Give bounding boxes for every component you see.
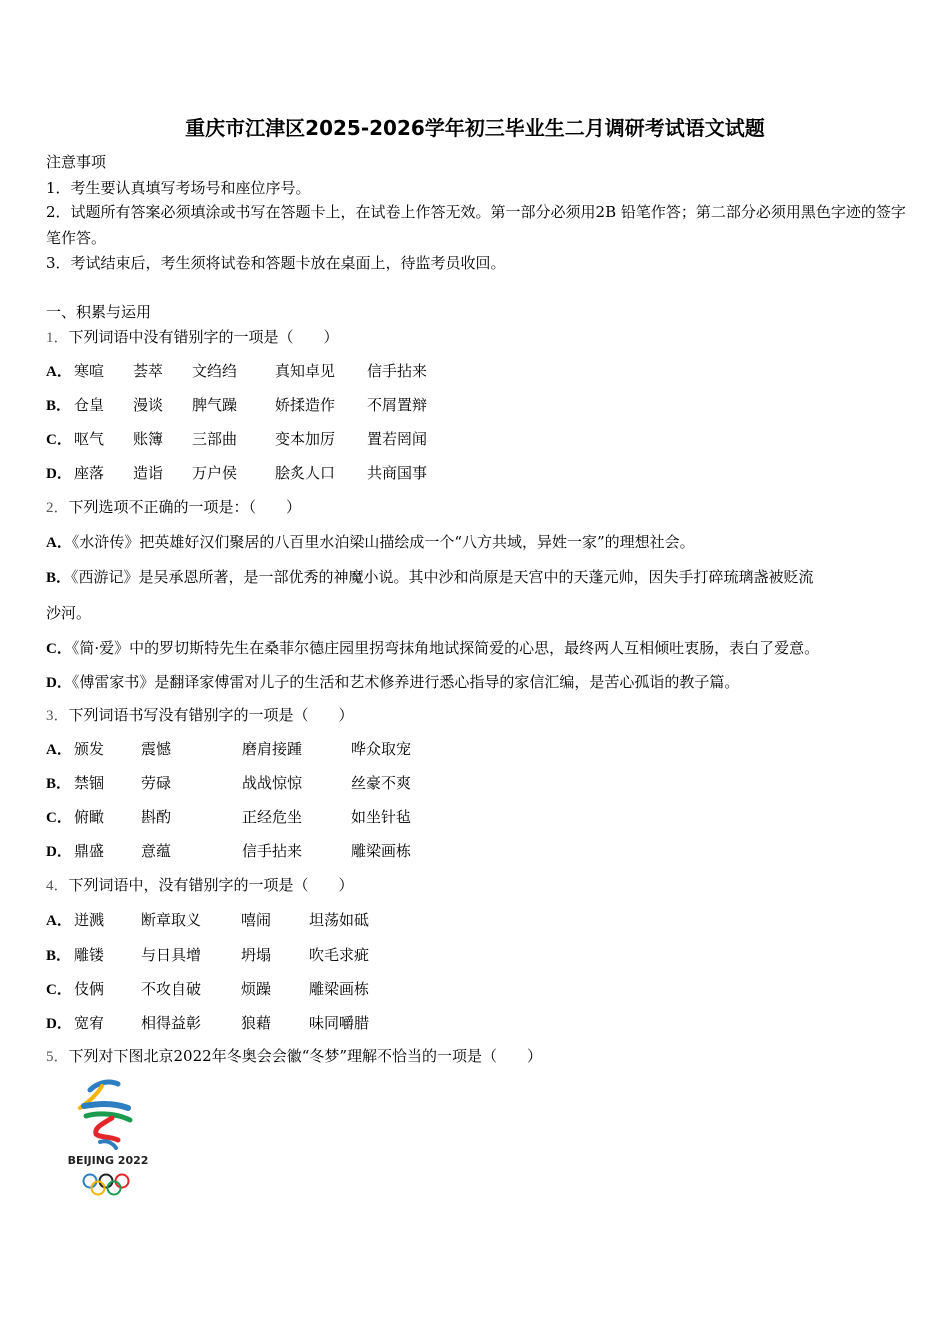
beijing-2022-emblem xyxy=(66,1078,150,1204)
option-word: 漫谈 xyxy=(133,396,164,414)
option-word: 震憾 xyxy=(141,740,172,758)
option-word: 信手拈来 xyxy=(367,362,428,380)
ring-yellow xyxy=(92,1182,105,1195)
q2-option-a xyxy=(46,531,695,552)
question-text: 下列对下图北京2022年冬奥会会徽“冬梦”理解不恰当的一项是（ ） xyxy=(68,1047,543,1065)
q2-option-d xyxy=(46,671,739,692)
question-2-stem xyxy=(46,496,301,517)
option-word: 如坐针毡 xyxy=(351,808,412,826)
question-text: 下列词语书写没有错别字的一项是（ ） xyxy=(68,706,354,724)
option-label: C． xyxy=(46,432,72,448)
option-word: 味同嚼腊 xyxy=(309,1014,370,1032)
option-word: 坍塌 xyxy=(241,946,272,964)
option-word: 丝豪不爽 xyxy=(351,774,412,792)
option-word: 颁发 xyxy=(74,740,105,758)
option-word: 意蕴 xyxy=(141,842,172,860)
option-word: 伎俩 xyxy=(74,980,105,998)
question-text: 下列词语中没有错别字的一项是（ ） xyxy=(68,328,339,346)
option-word: 呕气 xyxy=(74,430,105,448)
option-text: 《简·爱》中的罗切斯特先生在桑菲尔德庄园里拐弯抹角地试探简爱的心思，最终两人互相倾吐衷肠，表白了爱意。 xyxy=(71,639,820,657)
ring-green xyxy=(108,1182,121,1195)
notice-item-2: 2．试题所有答案必须填涂或书写在答题卡上，在试卷上作答无效。第一部分必须用2B 铅笔作答；第二部分必须用黑色字迹的签字笔作答。 xyxy=(46,203,906,247)
option-word: 仓皇 xyxy=(74,396,105,414)
option-word: 磨肩接踵 xyxy=(242,740,303,758)
section-heading: 一、积累与运用 xyxy=(46,303,152,321)
option-word: 嘻闹 xyxy=(241,911,272,929)
q2-option-c xyxy=(46,637,819,658)
option-word: 哗众取宠 xyxy=(351,740,412,758)
option-label: D． xyxy=(46,675,72,691)
question-5-stem xyxy=(46,1045,542,1066)
question-3-stem xyxy=(46,704,354,725)
ring-red xyxy=(116,1175,129,1188)
option-word: 不攻自破 xyxy=(141,980,202,998)
notice-item-1: 1．考生要认真填写考场号和座位序号。 xyxy=(46,179,311,197)
question-text: 下列词语中，没有错别字的一项是（ ） xyxy=(68,876,354,894)
option-label: C． xyxy=(46,810,72,826)
option-word: 真知卓见 xyxy=(275,362,336,380)
option-word: 与日具增 xyxy=(141,946,202,964)
question-number: 3． xyxy=(46,708,69,724)
option-word: 信手拈来 xyxy=(242,842,303,860)
emblem-ribbon-blue-2 xyxy=(84,1104,128,1108)
question-number: 5． xyxy=(46,1049,69,1065)
option-word: 战战惊惊 xyxy=(242,774,303,792)
option-word: 荟萃 xyxy=(133,362,164,380)
question-number: 4． xyxy=(46,878,69,894)
option-word: 置若罔闻 xyxy=(367,430,428,448)
emblem-ribbon-blue-3 xyxy=(100,1141,116,1148)
option-word: 鼎盛 xyxy=(74,842,105,860)
ring-blue xyxy=(84,1175,97,1188)
option-label: B． xyxy=(46,398,72,414)
notice-item-3: 3．考试结束后，考生须将试卷和答题卡放在桌面上，待监考员收回。 xyxy=(46,254,506,272)
option-word: 迸溅 xyxy=(74,911,105,929)
option-word: 吹毛求疵 xyxy=(309,946,370,964)
question-number: 2． xyxy=(46,500,69,516)
option-word: 劳碌 xyxy=(141,774,172,792)
option-word: 断章取义 xyxy=(141,911,202,929)
option-word: 宽宥 xyxy=(74,1014,105,1032)
option-label: A． xyxy=(46,535,72,551)
page-title: 重庆市江津区2025-2026学年初三毕业生二月调研考试语文试题 xyxy=(185,116,765,140)
option-word: 雕镂 xyxy=(74,946,105,964)
option-word: 账簿 xyxy=(133,430,164,448)
option-label: C． xyxy=(46,641,72,657)
option-label: D． xyxy=(46,466,72,482)
option-word: 娇揉造作 xyxy=(275,396,336,414)
option-label: B． xyxy=(46,776,72,792)
option-word: 变本加厉 xyxy=(275,430,336,448)
option-word: 脍炙人口 xyxy=(275,464,336,482)
option-word: 座落 xyxy=(74,464,105,482)
question-text: 下列选项不正确的一项是：（ ） xyxy=(68,498,302,516)
option-word: 禁锢 xyxy=(74,774,105,792)
q2-option-b xyxy=(46,566,814,587)
option-word: 俯瞰 xyxy=(74,808,105,826)
option-label: A． xyxy=(46,913,72,929)
emblem-graphic xyxy=(66,1078,150,1204)
option-word: 烦躁 xyxy=(241,980,272,998)
option-text: 《水浒传》把英雄好汉们聚居的八百里水泊梁山描绘成一个“八方共域，异姓一家”的理想社会。 xyxy=(71,533,695,551)
question-1-stem xyxy=(46,326,339,347)
option-word: 共商国事 xyxy=(367,464,428,482)
q2-option-b-continued: 沙河。 xyxy=(46,604,92,622)
option-word: 不屑置辩 xyxy=(367,396,428,414)
question-4-stem xyxy=(46,874,354,895)
option-label: B． xyxy=(46,948,72,964)
option-label: C． xyxy=(46,982,72,998)
option-word: 脾气躁 xyxy=(192,396,238,414)
option-word: 狼藉 xyxy=(241,1014,272,1032)
option-word: 造诣 xyxy=(133,464,164,482)
notice-heading: 注意事项 xyxy=(46,153,107,171)
option-label: A． xyxy=(46,742,72,758)
option-label: A． xyxy=(46,364,72,380)
option-word: 雕梁画栋 xyxy=(309,980,370,998)
ring-black xyxy=(100,1175,113,1188)
option-word: 相得益彰 xyxy=(141,1014,202,1032)
emblem-text: BEIJING 2022 xyxy=(67,1154,149,1167)
option-word: 文绉绉 xyxy=(192,362,238,380)
question-number: 1． xyxy=(46,330,69,346)
option-word: 雕梁画栋 xyxy=(351,842,412,860)
option-word: 三部曲 xyxy=(192,430,238,448)
option-text: 《西游记》是吴承恩所著，是一部优秀的神魔小说。其中沙和尚原是天宫中的天蓬元帅，因失手打碎琉璃盏被贬流 xyxy=(71,568,814,586)
option-word: 寒喧 xyxy=(74,362,105,380)
option-word: 坦荡如砥 xyxy=(309,911,370,929)
emblem-ribbon-red xyxy=(96,1118,118,1140)
option-word: 正经危坐 xyxy=(242,808,303,826)
option-word: 万户侯 xyxy=(192,464,238,482)
option-label: B． xyxy=(46,570,72,586)
option-label: D． xyxy=(46,844,72,860)
option-word: 斟酌 xyxy=(141,808,172,826)
option-text: 《傅雷家书》是翻译家傅雷对儿子的生活和艺术修养进行悉心指导的家信汇编，是苦心孤诣的教子篇。 xyxy=(71,673,740,691)
option-label: D． xyxy=(46,1016,72,1032)
